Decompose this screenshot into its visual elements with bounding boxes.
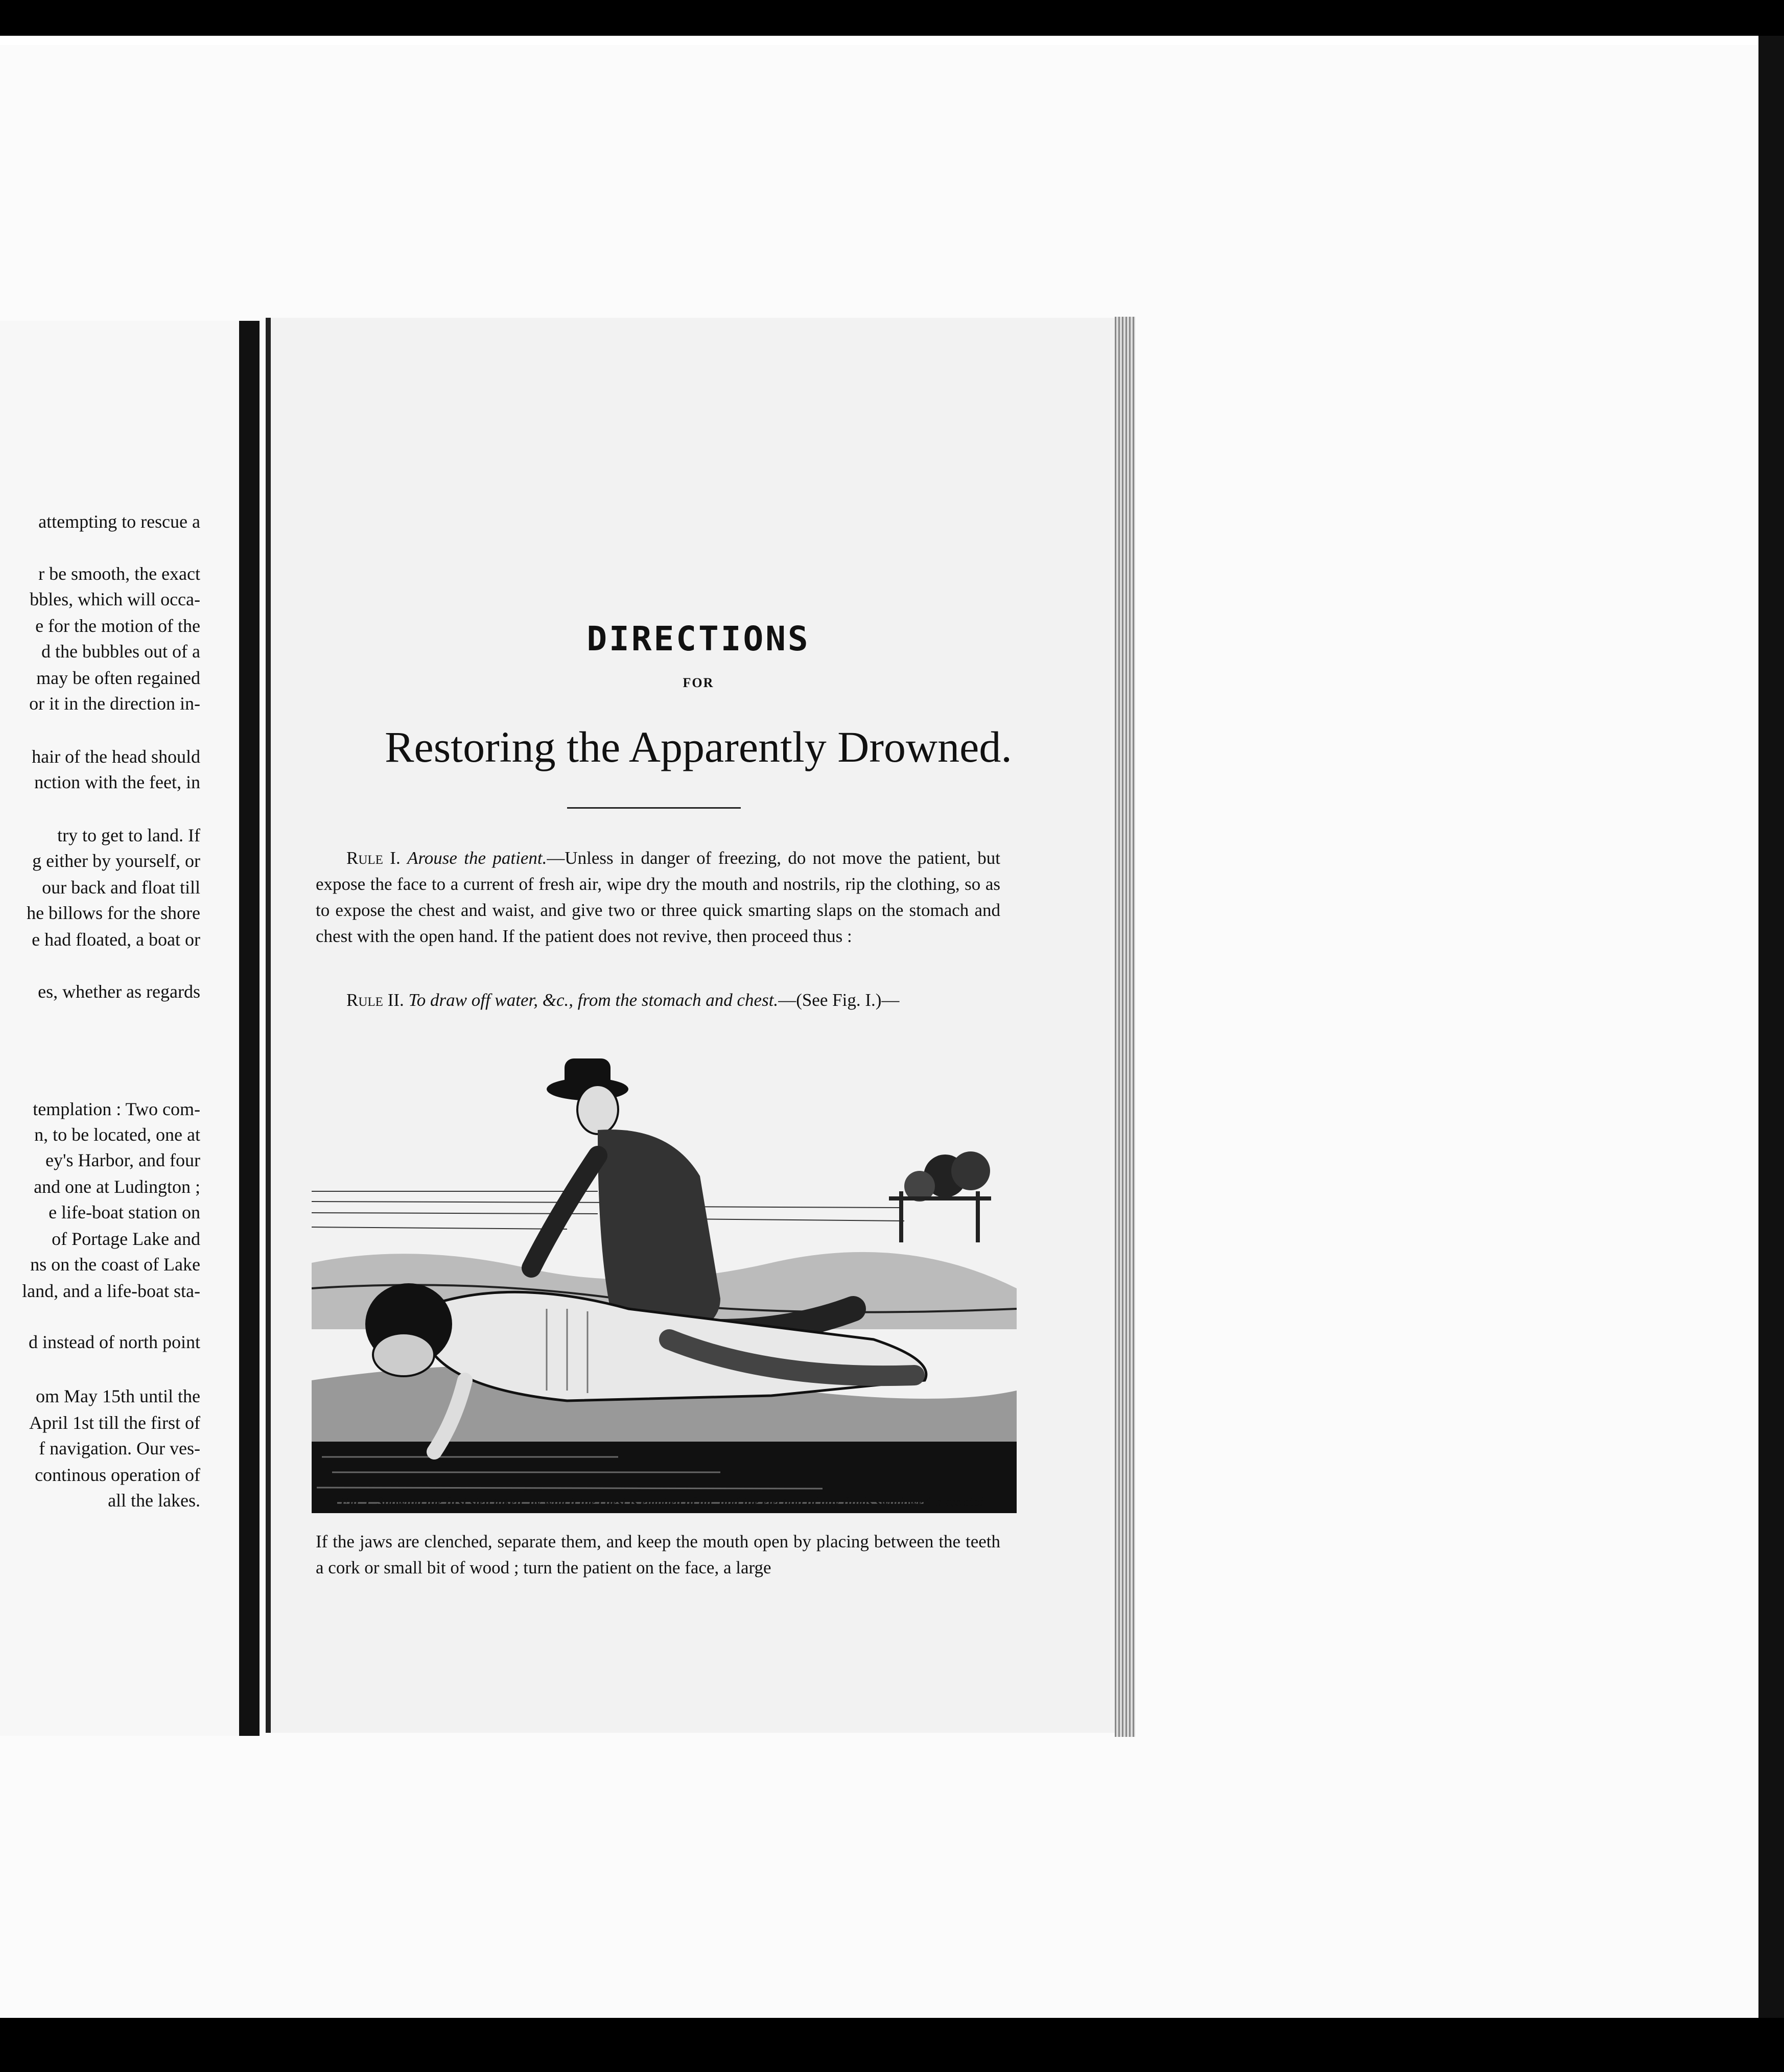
rule-1-label: Rule I. — [346, 848, 401, 868]
top-scan-border — [0, 0, 1784, 36]
shrub-and-fence — [889, 1151, 991, 1242]
left-page-line: bbles, which will occa- — [30, 589, 200, 609]
left-page-line: our back and float till — [42, 877, 200, 898]
heading-directions: DIRECTIONS — [586, 619, 810, 658]
left-page-line: nction with the feet, in — [34, 772, 200, 792]
heading-for: FOR — [683, 675, 714, 690]
left-page-line: d instead of north point — [29, 1332, 200, 1352]
rule-1-text: —Unless in danger of freezing, do not move the patient, but expose the face to a current of fresh air, wipe dry the mouth and nostrils, rip the clothing, so as to expose the chest and waist, and give two or three quick smarting slaps on the stomach and chest with the open hand. If the patient does not revive, then proceed thus : — [316, 848, 1001, 946]
left-page-line: om May 15th until the — [36, 1386, 200, 1406]
left-page-line: r be smooth, the exact — [38, 563, 200, 584]
bottom-scan-border — [0, 2018, 1784, 2072]
rule-1-paragraph — [316, 845, 1000, 949]
left-page-line: and one at Ludington ; — [34, 1176, 200, 1197]
book-spine — [239, 321, 260, 1736]
left-page-line: f navigation. Our ves- — [39, 1438, 200, 1458]
left-page-line: e life-boat station on — [49, 1202, 200, 1222]
left-page-line: es, whether as regards — [38, 981, 200, 1002]
left-page — [0, 321, 259, 1736]
left-page-line: d the bubbles out of a — [41, 641, 200, 662]
rule-2-heading: To draw off water, &c., from the stomach and chest. — [408, 990, 779, 1010]
left-page-line: hair of the head should — [32, 746, 200, 767]
right-page — [266, 318, 1126, 1733]
page-title: Restoring the Apparently Drowned. — [385, 722, 1012, 771]
left-page-line: n, to be located, one at — [34, 1124, 200, 1145]
left-page-line: ns on the coast of Lake — [30, 1254, 200, 1275]
continuation-paragraph: If the jaws are clenched, separate them, and keep the mouth open by placing between the teeth a cork or small bit of wood ; turn the patient on the face, a large — [316, 1532, 1000, 1577]
figure-caption: Fig. I. Showing the first step taken, by which the chest is emptied of air, and the ejection of any fluids swallowed is assisted. — [340, 1495, 989, 1509]
left-page-line: e for the motion of the — [35, 616, 200, 636]
left-page-line: templation : Two com- — [33, 1099, 200, 1119]
rule-2-label: Rule II. — [346, 990, 404, 1010]
left-page-line: land, and a life-boat sta- — [22, 1281, 200, 1301]
figure-1-engraving — [312, 1023, 1017, 1513]
left-page-line: g either by yourself, or — [32, 851, 200, 871]
left-page-line: continous operation of — [35, 1465, 200, 1485]
left-page-line: April 1st till the first of — [29, 1412, 200, 1433]
left-page-line: attempting to rescue a — [38, 511, 200, 532]
title-divider — [567, 807, 741, 809]
page-edge — [1115, 317, 1135, 1737]
rule-1-heading: Arouse the patient. — [407, 848, 547, 868]
rule-2-text: —(See Fig. I.)— — [778, 990, 900, 1010]
left-page-line: e had floated, a boat or — [32, 929, 200, 950]
left-page-line: or it in the direction in- — [29, 693, 200, 714]
left-page-line: may be often regained — [36, 668, 200, 688]
left-page-line: he billows for the shore — [27, 903, 200, 923]
rule-2-paragraph — [346, 987, 1011, 1013]
left-page-line: all the lakes. — [108, 1490, 200, 1511]
left-page-line: of Portage Lake and — [52, 1229, 200, 1249]
left-page-line: try to get to land. If — [57, 825, 200, 845]
right-scan-border — [1758, 36, 1784, 2018]
left-page-line: ey's Harbor, and four — [45, 1150, 200, 1170]
